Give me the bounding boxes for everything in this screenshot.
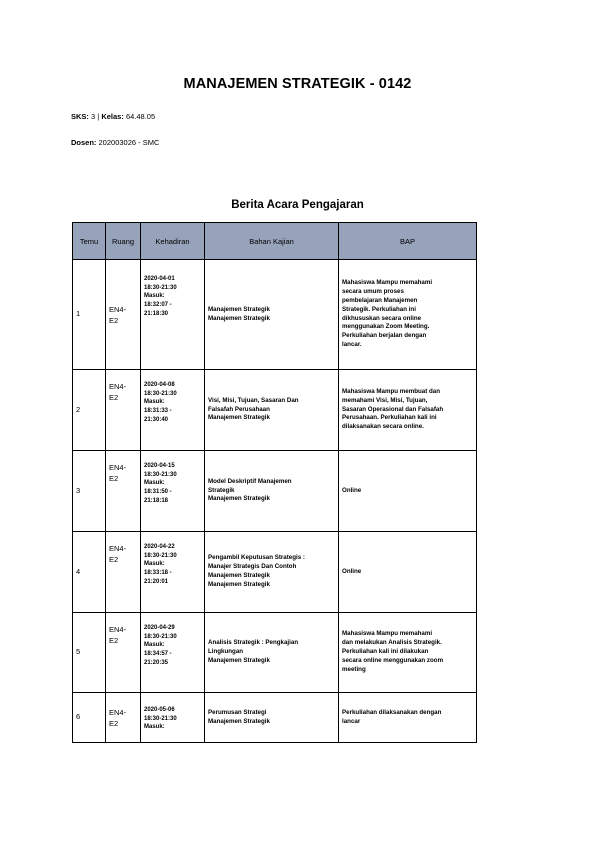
cell-kehadiran: 2020-04-29 18:30-21:30 Masuk: 18:34:57 - 21:20:35 xyxy=(141,613,205,693)
course-title: MANAJEMEN STRATEGIK - 0142 xyxy=(183,76,412,92)
cell-temu: 2 xyxy=(73,370,106,451)
cell-temu: 6 xyxy=(73,693,106,743)
sks-value: 3 xyxy=(91,112,96,121)
cell-bahan-kajian: Model Deskriptif Manajemen Strategik Manajemen Strategik xyxy=(205,451,339,532)
header-ruang: Ruang xyxy=(106,223,141,260)
cell-ruang: EN4- E2 xyxy=(106,613,141,693)
cell-temu: 4 xyxy=(73,532,106,613)
cell-bahan-kajian: Manajemen Strategik Manajemen Strategik xyxy=(205,260,339,370)
kelas-label: Kelas: xyxy=(101,112,124,121)
dosen-label: Dosen: xyxy=(71,138,97,147)
table-row xyxy=(73,693,477,743)
cell-bap: Online xyxy=(339,532,477,613)
cell-temu: 3 xyxy=(73,451,106,532)
cell-kehadiran: 2020-04-01 18:30-21:30 Masuk: 18:32:07 - 21:18:30 xyxy=(141,260,205,370)
table-row xyxy=(73,532,477,613)
cell-bahan-kajian: Pengambil Keputusan Strategis : Manajer Strategis Dan Contoh Manajemen Strategik Manajemen Strategik xyxy=(205,532,339,613)
table-row xyxy=(73,451,477,532)
cell-bap: Mahasiswa Mampu memahami secara umum proses pembelajaran Manajemen Strategik. Perkuliahan ini dikhususkan secara online menggunakan Zoom Meeting. Perkuliahan berjalan dengan lancar. xyxy=(339,260,477,370)
table-row xyxy=(73,613,477,693)
dosen-value: 202003026 - SMC xyxy=(98,138,160,147)
cell-temu: 1 xyxy=(73,260,106,370)
table-header-row xyxy=(73,223,477,260)
table-row xyxy=(73,370,477,451)
course-meta-sks-kelas xyxy=(71,112,155,121)
header-temu: Temu xyxy=(73,223,106,260)
cell-kehadiran: 2020-04-08 18:30-21:30 Masuk: 18:31:33 - 21:30:40 xyxy=(141,370,205,451)
cell-bahan-kajian: Perumusan Strategi Manajemen Strategik xyxy=(205,693,339,743)
header-bahan-kajian: Bahan Kajian xyxy=(205,223,339,260)
sks-label: SKS: xyxy=(71,112,89,121)
cell-kehadiran: 2020-05-06 18:30-21:30 Masuk: xyxy=(141,693,205,743)
cell-ruang: EN4- E2 xyxy=(106,451,141,532)
kelas-value: 64.48.05 xyxy=(125,112,156,121)
course-meta-dosen xyxy=(71,138,159,147)
table-row xyxy=(73,260,477,370)
cell-bap: Perkuliahan dilaksanakan dengan lancar xyxy=(339,693,477,743)
cell-bap: Mahasiswa Mampu memahami dan melakukan Analisis Strategik. Perkuliahan kali ini dilakukan secara online menggunakan zoom meeting xyxy=(339,613,477,693)
header-bap: BAP xyxy=(339,223,477,260)
cell-ruang: EN4- E2 xyxy=(106,532,141,613)
section-title: Berita Acara Pengajaran xyxy=(231,199,364,211)
header-kehadiran: Kehadiran xyxy=(141,223,205,260)
cell-bahan-kajian: Analisis Strategik : Pengkajian Lingkungan Manajemen Strategik xyxy=(205,613,339,693)
cell-ruang: EN4- E2 xyxy=(106,370,141,451)
cell-kehadiran: 2020-04-15 18:30-21:30 Masuk: 18:31:50 - 21:18:18 xyxy=(141,451,205,532)
meta-separator: | xyxy=(97,112,100,121)
cell-kehadiran: 2020-04-22 18:30-21:30 Masuk: 18:33:18 - 21:20:01 xyxy=(141,532,205,613)
cell-ruang: EN4- E2 xyxy=(106,260,141,370)
cell-bap: Mahasiswa Mampu membuat dan memahami Visi, Misi, Tujuan, Sasaran Operasional dan Falsafah Perusahaan. Perkuliahan kali ini dilaksanakan secara online. xyxy=(339,370,477,451)
cell-ruang: EN4- E2 xyxy=(106,693,141,743)
cell-temu: 5 xyxy=(73,613,106,693)
bap-table xyxy=(72,222,477,743)
cell-bap: Online xyxy=(339,451,477,532)
cell-bahan-kajian: Visi, Misi, Tujuan, Sasaran Dan Falsafah Perusahaan Manajemen Strategik xyxy=(205,370,339,451)
